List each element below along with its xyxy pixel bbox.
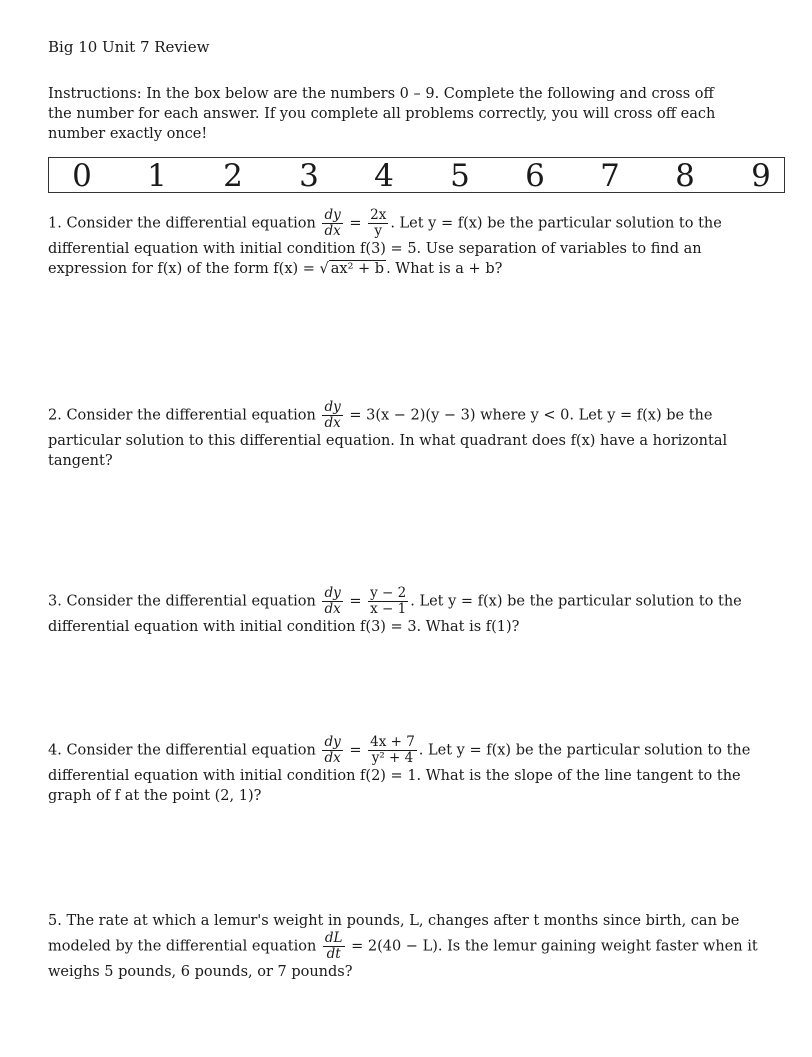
problem-5-line-1: 5. The rate at which a lemur's weight in pounds, L, changes after t months since birth, can be <box>48 913 740 929</box>
problem-1-line-1: 1. Consider the differential equation $\frac{dy}{dx}$ = $\frac{2x}{y}$ . Let y = f(x) be the particular solution to the <box>48 207 722 239</box>
problem-1-line-3: expression for f(x) of the form f(x) = √ ax² + b . What is a + b? <box>48 261 503 277</box>
number-0[interactable]: 0 <box>72 158 92 194</box>
problem-5 <box>48 911 758 982</box>
problem-4 <box>48 734 751 806</box>
problem-2 <box>48 400 748 471</box>
problem-2-line-3: tangent? <box>48 453 113 469</box>
dy-dx-fraction: $\frac{dy}{dx}$ <box>324 207 341 239</box>
number-4[interactable]: 4 <box>374 158 394 194</box>
problem-2-line-1: 2. Consider the differential equation $\frac{dy}{dx}$ = 3(x − 2)(y − 3) where y < 0. Let y = f(x) be the <box>48 399 713 431</box>
sqrt-expression: √ ax² + b <box>319 261 385 277</box>
problem-5-line-3: weighs 5 pounds, 6 pounds, or 7 pounds? <box>48 964 353 980</box>
number-1[interactable]: 1 <box>147 158 167 194</box>
number-8[interactable]: 8 <box>675 158 695 194</box>
dL-dt-fraction: $\frac{dL}{dt}$ <box>324 930 343 962</box>
instructions-text: Instructions: In the box below are the numbers 0 – 9. Complete the following and cross off the number for each answer. If you complete all problems correctly, you will cross off each number exactly once! <box>48 86 716 142</box>
problem-3 <box>48 586 748 637</box>
problem-3-line-2: differential equation with initial condition f(3) = 3. What is f(1)? <box>48 619 520 635</box>
number-box <box>48 157 785 193</box>
dy-dx-fraction: $\frac{dy}{dx}$ <box>324 585 341 617</box>
problem-2-line-2: particular solution to this differential equation. In what quadrant does f(x) have a horizontal <box>48 433 728 449</box>
number-6[interactable]: 6 <box>525 158 545 194</box>
problem-1 <box>48 208 748 279</box>
dy-dx-fraction: $\frac{dy}{dx}$ <box>324 399 341 431</box>
number-5[interactable]: 5 <box>450 158 470 194</box>
problem-3-line-1: 3. Consider the differential equation $\frac{dy}{dx}$ = $\frac{y - 2}{x - 1}$ . Let y = f(x) be the particular solution to the <box>48 585 742 617</box>
problem-4-line-1: 4. Consider the differential equation $\frac{dy}{dx}$ = $\frac{4x + 7}{\text{y² + 4}}$ . Let y = f(x) be the particular solution to the <box>48 734 751 766</box>
problem-4-line-3: graph of f at the point (2, 1)? <box>48 788 262 804</box>
problem-5-line-2: modeled by the differential equation $\frac{dL}{dt}$ = 2(40 − L). Is the lemur gaining weight faster when it <box>48 930 758 962</box>
dy-dx-fraction: $\frac{dy}{dx}$ <box>324 734 341 766</box>
page-title: Big 10 Unit 7 Review <box>48 38 210 56</box>
rhs-fraction: $\frac{y - 2}{x - 1}$ <box>370 585 407 617</box>
rhs-fraction: $\frac{4x + 7}{\text{y² + 4}}$ <box>370 734 415 766</box>
number-7[interactable]: 7 <box>600 158 620 194</box>
rhs-fraction: $\frac{2x}{y}$ <box>370 207 387 239</box>
problem-4-line-2: differential equation with initial condition f(2) = 1. What is the slope of the line tangent to the <box>48 768 741 784</box>
number-9[interactable]: 9 <box>751 158 771 194</box>
number-3[interactable]: 3 <box>299 158 319 194</box>
number-2[interactable]: 2 <box>223 158 243 194</box>
problem-1-line-2: differential equation with initial condition f(3) = 5. Use separation of variables to find an <box>48 241 702 257</box>
